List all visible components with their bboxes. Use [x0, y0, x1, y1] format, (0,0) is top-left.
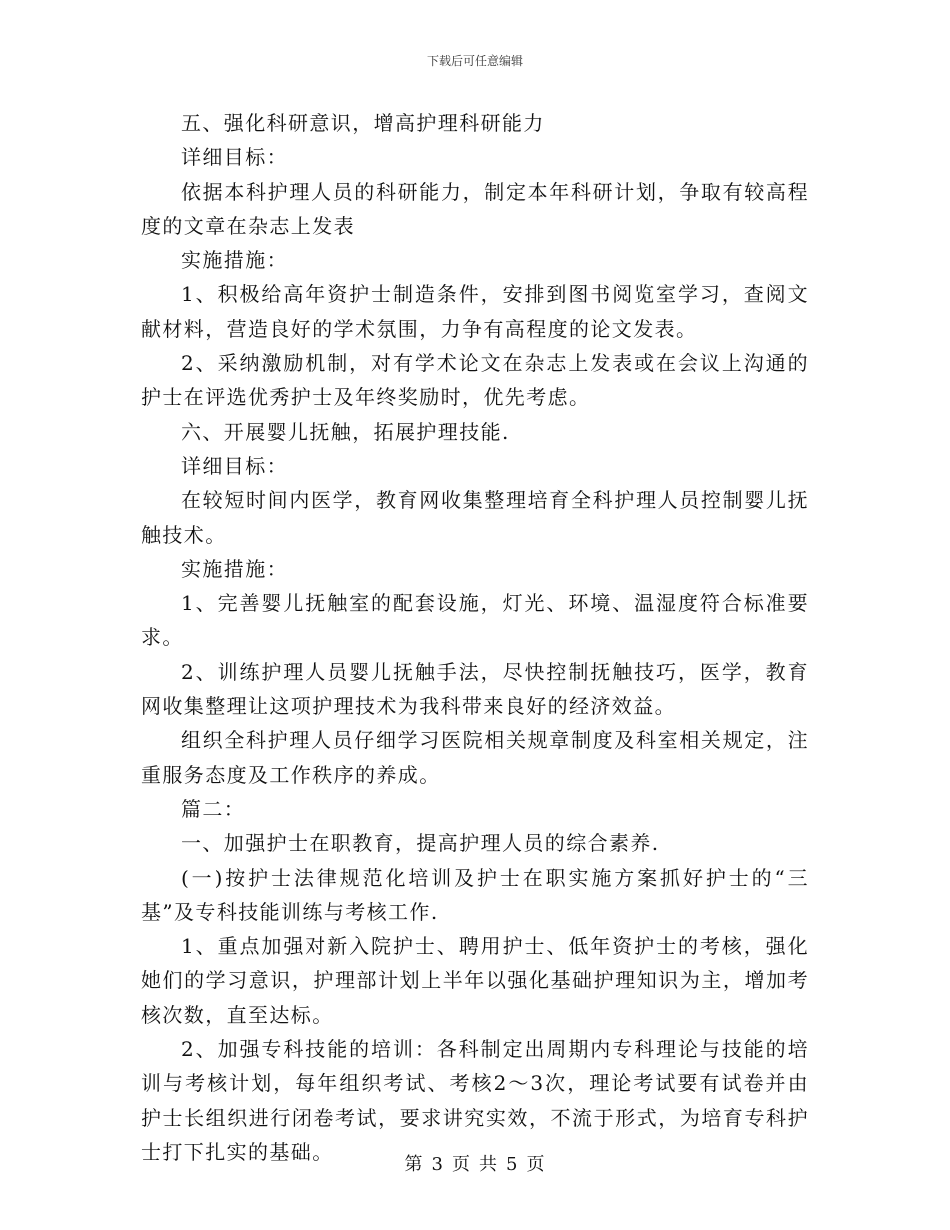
paragraph: 组织全科护理人员仔细学习医院相关规章制度及科室相关规定，注重服务态度及工作秩序的养成。	[141, 728, 809, 787]
paragraph: 依据本科护理人员的科研能力，制定本年科研计划，争取有较高程度的文章在杂志上发表	[141, 179, 809, 238]
footer-label-page-unit: 页	[452, 1154, 471, 1175]
footer-label-total-unit: 页	[526, 1154, 546, 1175]
section-heading: 六、开展婴儿抚触，拓展护理技能.	[181, 419, 510, 444]
document-body	[141, 106, 809, 1169]
footer-label-page: 第	[404, 1154, 424, 1175]
section-heading: 五、强化科研意识，增高护理科研能力	[181, 111, 545, 135]
paragraph: 2、训练护理人员婴儿抚触手法，尽快控制抚触技巧，医学，教育网收集整理让这项护理技术为我科带来良好的经济效益。	[141, 659, 809, 719]
subheading: 详细目标：	[181, 145, 288, 170]
subheading: 实施措施：	[181, 556, 288, 581]
footer-label-total: 共	[479, 1154, 498, 1175]
total-pages-number: 5	[506, 1154, 519, 1175]
section-heading: 一、加强护士在职教育，提高护理人员的综合素养.	[181, 831, 660, 856]
paragraph: 2、采纳激励机制，对有学术论文在杂志上发表或在会议上沟通的护士在评选优秀护士及年终奖励时，优先考虑。	[141, 351, 809, 410]
paragraph: 1、积极给高年资护士制造条件，安排到图书阅览室学习，查阅文献材料，营造良好的学术氛围，力争有高程度的论文发表。	[141, 282, 809, 341]
page-footer	[0, 1150, 950, 1176]
current-page-number: 3	[431, 1154, 444, 1175]
paragraph: 2、加强专科技能的培训：各科制定出周期内专科理论与技能的培训与考核计划，每年组织考试、考核2～3次，理论考试要有试卷并由护士长组织进行闭卷考试，要求讲究实效，不流于形式，为培育专科护士打下扎实的基础。	[141, 1037, 809, 1164]
page-header-note: 下载后可任意编辑	[426, 54, 523, 68]
paragraph: 1、完善婴儿抚触室的配套设施，灯光、环境、温湿度符合标准要求。	[141, 591, 809, 650]
paragraph: 在较短时间内医学，教育网收集整理培育全科护理人员控制婴儿抚触技术。	[141, 488, 809, 547]
paragraph: (一)按护士法律规范化培训及护士在职实施方案抓好护士的“三基”及专科技能训练与考核工作.	[141, 865, 809, 924]
subheading: 详细目标：	[181, 453, 288, 478]
subheading: 实施措施：	[181, 248, 288, 273]
paragraph: 1、重点加强对新入院护士、聘用护士、低年资护士的考核，强化她们的学习意识，护理部计划上半年以强化基础护理知识为主，增加考核次数，直至达标。	[141, 934, 809, 1027]
chapter-heading: 篇二：	[181, 796, 246, 821]
